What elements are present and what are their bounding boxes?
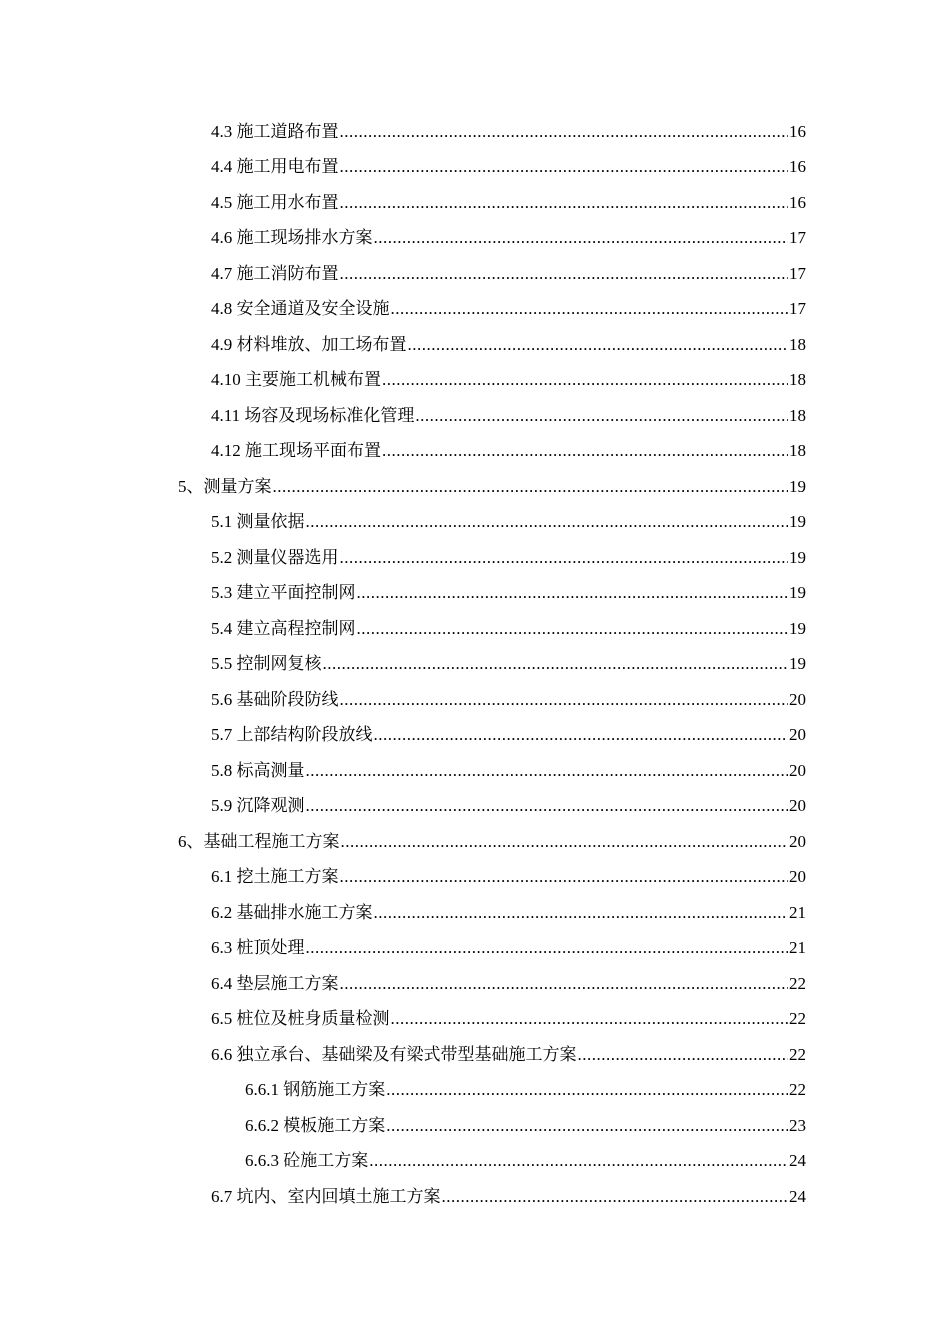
toc-page-number: 19 [789, 476, 806, 496]
toc-dot-leader [382, 441, 788, 461]
toc-page-number: 19 [789, 547, 806, 567]
toc-dot-leader [340, 193, 789, 213]
toc-page-number: 16 [789, 192, 806, 212]
toc-page-number: 17 [789, 263, 806, 283]
toc-page-number: 22 [789, 1009, 806, 1029]
toc-page-number: 24 [789, 1151, 806, 1171]
toc-dot-leader [340, 974, 789, 994]
toc-page-number: 22 [789, 1044, 806, 1064]
toc-entry-6-6-2[interactable] [0, 1108, 950, 1144]
toc-entry-title: 4.9 材料堆放、加工场布置 [211, 334, 407, 354]
toc-dot-leader [340, 867, 789, 887]
toc-page-number: 19 [789, 618, 806, 638]
toc-entry-title: 4.10 主要施工机械布置 [211, 370, 381, 390]
toc-entry-title: 6.6.3 砼施工方案 [245, 1151, 369, 1171]
toc-page-number: 20 [789, 796, 806, 816]
toc-entry-title: 4.8 安全通道及安全设施 [211, 299, 390, 319]
toc-page-number: 22 [789, 973, 806, 993]
toc-dot-leader [369, 1151, 788, 1171]
toc-entry-title: 5.3 建立平面控制网 [211, 583, 356, 603]
toc-page-number: 20 [789, 867, 806, 887]
toc-page-number: 18 [789, 441, 806, 461]
toc-dot-leader [323, 654, 789, 674]
toc-page-number: 19 [789, 654, 806, 674]
toc-entry-title: 6.6.2 模板施工方案 [245, 1115, 386, 1135]
toc-dot-leader [306, 761, 789, 781]
toc-page-number: 20 [789, 760, 806, 780]
toc-dot-leader [340, 690, 789, 710]
toc-entry-title: 4.7 施工消防布置 [211, 263, 339, 283]
toc-dot-leader [340, 264, 789, 284]
toc-entry-4-5[interactable] [0, 185, 950, 221]
toc-dot-leader [357, 619, 789, 639]
toc-dot-leader [382, 370, 788, 390]
toc-entry-title: 6.3 桩顶处理 [211, 938, 305, 958]
toc-page-number: 18 [789, 334, 806, 354]
toc-page-number: 20 [789, 725, 806, 745]
toc-entry-title: 5.4 建立高程控制网 [211, 618, 356, 638]
toc-entry-5-1[interactable] [0, 505, 950, 541]
toc-page-number: 21 [789, 938, 806, 958]
toc-dot-leader [386, 1080, 788, 1100]
toc-page-number: 22 [789, 1080, 806, 1100]
toc-dot-leader [340, 157, 789, 177]
toc-entry-5-9[interactable] [0, 789, 950, 825]
toc-entry-title: 6.4 垫层施工方案 [211, 973, 339, 993]
toc-entry-title: 5.7 上部结构阶段放线 [211, 725, 373, 745]
toc-entry-4-3[interactable] [0, 114, 950, 150]
toc-entry-5-7[interactable] [0, 718, 950, 754]
toc-entry-4-9[interactable] [0, 327, 950, 363]
toc-entry-4-11[interactable] [0, 398, 950, 434]
toc-entry-6-3[interactable] [0, 931, 950, 967]
toc-entry-title: 6.5 桩位及桩身质量检测 [211, 1009, 390, 1029]
toc-page-number: 24 [789, 1186, 806, 1206]
toc-dot-leader [374, 903, 789, 923]
toc-entry-5-6[interactable] [0, 682, 950, 718]
toc-dot-leader [578, 1045, 789, 1065]
toc-entry-title: 6.1 挖土施工方案 [211, 867, 339, 887]
toc-entry-title: 4.4 施工用电布置 [211, 157, 339, 177]
toc-entry-6-5[interactable] [0, 1002, 950, 1038]
toc-entry-4-6[interactable] [0, 221, 950, 257]
toc-dot-leader [442, 1187, 789, 1207]
toc-dot-leader [306, 512, 789, 532]
toc-entry-6-1[interactable] [0, 860, 950, 896]
toc-entry-4-8[interactable] [0, 292, 950, 328]
toc-dot-leader [391, 1009, 789, 1029]
toc-page-number: 18 [789, 405, 806, 425]
toc-entry-title: 4.3 施工道路布置 [211, 121, 339, 141]
toc-entry-4-7[interactable] [0, 256, 950, 292]
toc-entry-5-4[interactable] [0, 611, 950, 647]
toc-entry-title: 6.2 基础排水施工方案 [211, 902, 373, 922]
toc-dot-leader [306, 938, 789, 958]
toc-dot-leader [340, 122, 789, 142]
toc-entry-title: 6、基础工程施工方案 [178, 831, 340, 851]
toc-entry-5-5[interactable] [0, 647, 950, 683]
toc-page-number: 18 [789, 370, 806, 390]
toc-entry-title: 4.12 施工现场平面布置 [211, 441, 381, 461]
toc-page-number: 17 [789, 228, 806, 248]
toc-entry-title: 6.6.1 钢筋施工方案 [245, 1080, 386, 1100]
toc-entry-title: 6.7 坑内、室内回填土施工方案 [211, 1186, 441, 1206]
toc-entry-5-2[interactable] [0, 540, 950, 576]
toc-page-number: 16 [789, 121, 806, 141]
toc-dot-leader [374, 228, 789, 248]
toc-entry-6-4[interactable] [0, 966, 950, 1002]
toc-entry-6-6[interactable] [0, 1037, 950, 1073]
toc-dot-leader [391, 299, 789, 319]
toc-entry-title: 5.1 测量依据 [211, 512, 305, 532]
toc-dot-leader [273, 477, 789, 497]
toc-dot-leader [415, 406, 788, 426]
toc-entry-title: 5.2 测量仪器选用 [211, 547, 339, 567]
toc-entry-6-2[interactable] [0, 895, 950, 931]
toc-entry-title: 5、测量方案 [178, 476, 272, 496]
toc-entry-5[interactable] [0, 469, 950, 505]
toc-dot-leader [408, 335, 789, 355]
toc-entry-4-12[interactable] [0, 434, 950, 470]
toc-page-number: 19 [789, 512, 806, 532]
toc-entry-6-7[interactable] [0, 1179, 950, 1215]
toc-dot-leader [386, 1116, 788, 1136]
toc-dot-leader [357, 583, 789, 603]
toc-page-number: 16 [789, 157, 806, 177]
toc-entry-4-4[interactable] [0, 150, 950, 186]
toc-entry-6-6-1[interactable] [0, 1073, 950, 1109]
toc-entry-5-3[interactable] [0, 576, 950, 612]
toc-entry-title: 5.8 标高测量 [211, 760, 305, 780]
toc-entry-6-6-3[interactable] [0, 1144, 950, 1180]
toc-entry-title: 5.9 沉降观测 [211, 796, 305, 816]
toc-page-number: 20 [789, 831, 806, 851]
toc-entry-4-10[interactable] [0, 363, 950, 399]
toc-entry-5-8[interactable] [0, 753, 950, 789]
toc-entry-title: 5.6 基础阶段防线 [211, 689, 339, 709]
toc-dot-leader [340, 548, 789, 568]
table-of-contents [0, 114, 950, 1215]
toc-entry-title: 4.11 场容及现场标准化管理 [211, 405, 415, 425]
toc-entry-title: 5.5 控制网复核 [211, 654, 322, 674]
toc-entry-title: 6.6 独立承台、基础梁及有梁式带型基础施工方案 [211, 1044, 577, 1064]
toc-page-number: 21 [789, 902, 806, 922]
toc-dot-leader [374, 725, 789, 745]
toc-entry-title: 4.5 施工用水布置 [211, 192, 339, 212]
toc-dot-leader [306, 796, 789, 816]
toc-page-number: 17 [789, 299, 806, 319]
toc-page-number: 19 [789, 583, 806, 603]
toc-entry-6[interactable] [0, 824, 950, 860]
toc-dot-leader [341, 832, 789, 852]
toc-entry-title: 4.6 施工现场排水方案 [211, 228, 373, 248]
toc-page-number: 23 [789, 1115, 806, 1135]
toc-page-number: 20 [789, 689, 806, 709]
